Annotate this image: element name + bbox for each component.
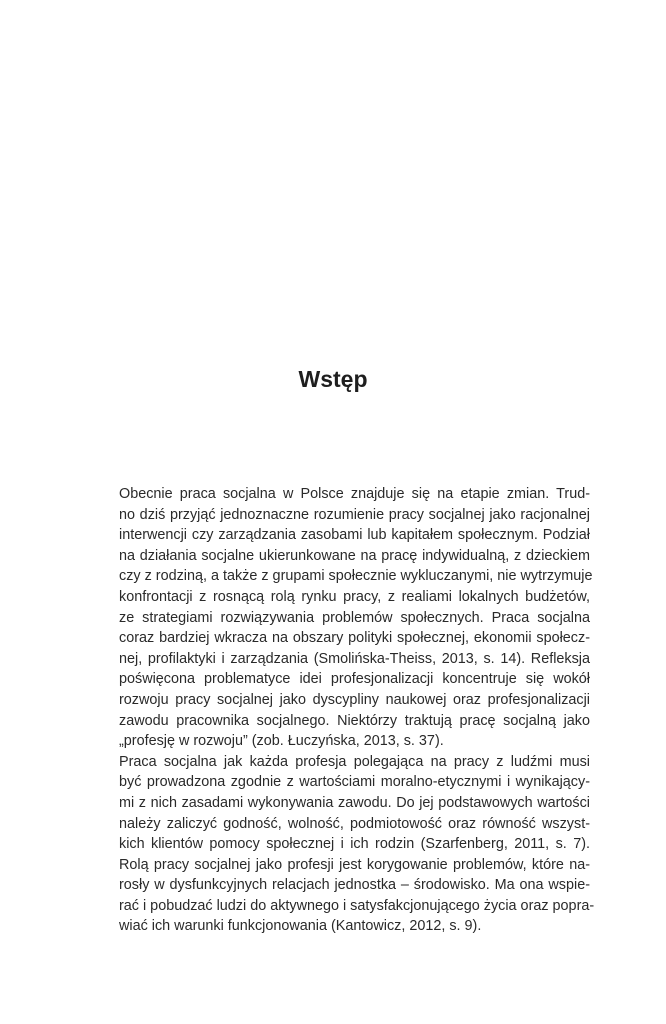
text-line: wiać ich warunki funkcjonowania (Kantowicz, 2012, s. 9). [119,918,482,935]
text-line: kich klientów pomocy społecznej i ich rodzin (Szarfenberg, 2011, s. 7). [119,836,590,853]
text-line: Praca socjalna jak każda profesja polegająca na pracy z ludźmi musi [119,753,590,770]
text-line: no dziś przyjąć jednoznaczne rozumienie pracy socjalnej jako racjonalnej [119,506,590,523]
text-line: być prowadzona zgodnie z wartościami moralno-etycznymi i wynikający- [119,774,590,791]
text-line: Obecnie praca socjalna w Polsce znajduje się na etapie zmian. Trud- [119,486,590,502]
text-line: ze strategiami rozwiązywania problemów społecznych. Praca socjalna [119,609,590,626]
text-line: coraz bardziej wkracza na obszary polityki społecznej, ekonomii społecz- [119,630,590,647]
text-line: nej, profilaktyki i zarządzania (Smolińska-Theiss, 2013, s. 14). Refleksja [119,650,590,667]
text-line: interwencji czy zarządzania zasobami lub kapitałem społecznym. Podział [119,527,590,544]
text-line: na działania socjalne ukierunkowane na pracę indywidualną, z dzieckiem [119,547,590,564]
text-line: rozwoju pracy socjalnej jako dyscypliny naukowej oraz profesjonalizacji [119,691,590,708]
text-line: poświęcona problematyce idei profesjonalizacji koncentruje się wokół [119,671,590,688]
text-line: „profesję w rozwoju” (zob. Łuczyńska, 2013, s. 37). [119,733,444,750]
text-line: konfrontacji z rosnącą rolą rynku pracy, z realiami lokalnych budżetów, [119,588,590,605]
paragraph [88,752,595,937]
text-line: czy z rodziną, a także z grupami społecznie wykluczanymi, nie wytrzymuje [119,568,593,585]
text-line: zawodu pracownika socjalnego. Niektórzy traktują pracę socjalną jako [119,712,590,729]
chapter-title: Wstęp [298,366,368,392]
text-line: rosły w dysfunkcyjnych relacjach jednostka – środowisko. Ma ona wspie- [119,877,590,894]
text-line: Rolą pracy socjalnej jako profesji jest korygowanie problemów, które na- [119,856,590,873]
text-line: należy zaliczyć godność, wolność, podmiotowość oraz równość wszyst- [119,815,590,832]
text-line: mi z nich zasadami wykonywania zawodu. Do jej podstawowych wartości [119,794,590,811]
paragraph [88,484,593,752]
chapter-body [88,484,595,937]
text-line: rać i pobudzać ludzi do aktywnego i satysfakcjonującego życia oraz popra- [119,897,595,914]
